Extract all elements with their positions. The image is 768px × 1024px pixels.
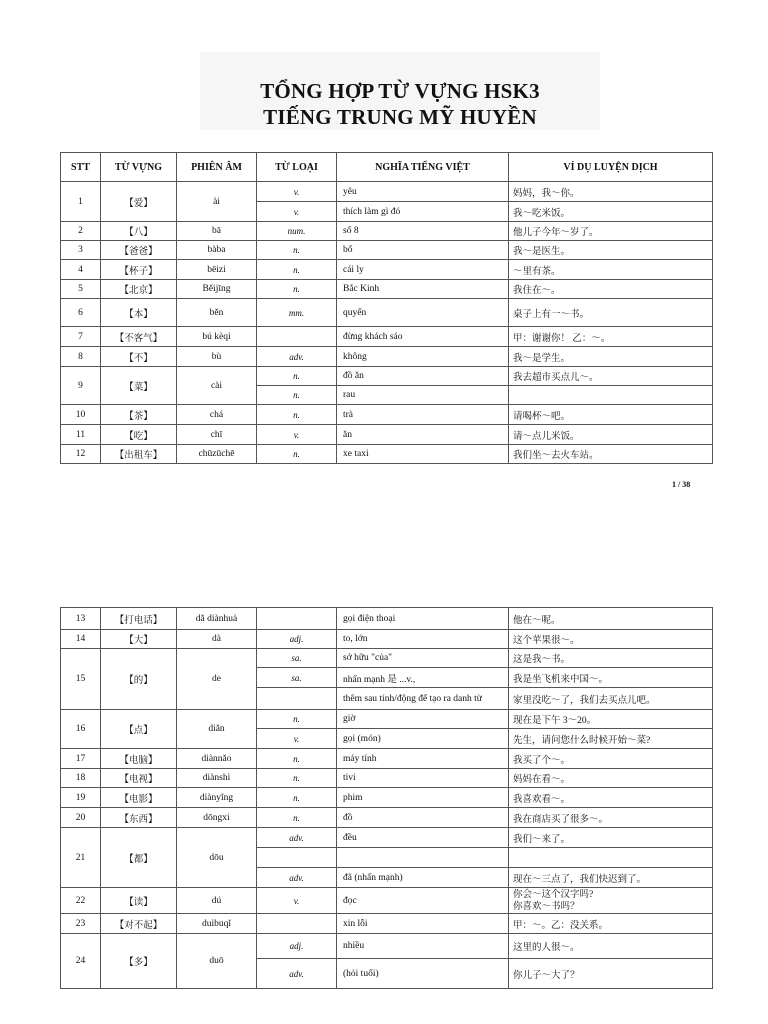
entry-meaning: to, lớn — [337, 630, 509, 649]
header-phien-am: PHIÊN ÂM — [177, 153, 257, 182]
entry-meaning: đồ ăn — [337, 367, 509, 386]
entry-part-of-speech: n. — [257, 710, 337, 729]
entry-example: 现在～三点了，我们快迟到了。 — [509, 868, 713, 888]
entry-word: 【东西】 — [101, 808, 177, 828]
entry-example: 我们～来了。 — [509, 828, 713, 848]
entry-example-line-1: 你会～这个汉字吗? — [513, 889, 594, 900]
entry-example-line-2: 你喜欢～书吗？ — [513, 901, 580, 912]
entry-pinyin: bēizi — [177, 260, 257, 280]
entry-part-of-speech: n. — [257, 241, 337, 260]
entry-number: 20 — [61, 808, 101, 828]
entry-pinyin: ài — [177, 182, 257, 222]
entry-example: 这个苹果很～。 — [509, 630, 713, 649]
entry-word: 【大】 — [101, 630, 177, 649]
entry-example: 甲：谢谢你！ 乙：～。 — [509, 327, 713, 347]
entry-part-of-speech: v. — [257, 202, 337, 222]
entry-part-of-speech: n. — [257, 445, 337, 464]
table-row — [61, 405, 713, 425]
vocab-table-2 — [60, 607, 713, 989]
entry-meaning: không — [337, 347, 509, 367]
entry-meaning: trà — [337, 405, 509, 425]
entry-number: 13 — [61, 608, 101, 630]
entry-example: 这里的人很～。 — [509, 934, 713, 959]
entry-pinyin: Běijīng — [177, 280, 257, 299]
entry-meaning: quyển — [337, 299, 509, 327]
entry-example: 我住在～。 — [509, 280, 713, 299]
entry-number: 4 — [61, 260, 101, 280]
entry-word: 【电脑】 — [101, 749, 177, 769]
entry-part-of-speech: n. — [257, 808, 337, 828]
entry-pinyin: dú — [177, 888, 257, 914]
entry-meaning: bố — [337, 241, 509, 260]
table-row — [61, 828, 713, 848]
table-row — [61, 347, 713, 367]
entry-word: 【多】 — [101, 934, 177, 989]
entry-example — [509, 386, 713, 405]
table-row — [61, 367, 713, 386]
entry-word: 【电视】 — [101, 769, 177, 788]
entry-part-of-speech — [257, 327, 337, 347]
entry-number: 18 — [61, 769, 101, 788]
entry-pinyin: diànnǎo — [177, 749, 257, 769]
entry-meaning: sở hữu "của" — [337, 649, 509, 668]
entry-pinyin: diànyǐng — [177, 788, 257, 808]
entry-pinyin: diǎn — [177, 710, 257, 749]
entry-meaning: nhấn mạnh 是 ...v., — [337, 668, 509, 688]
entry-meaning: đừng khách sáo — [337, 327, 509, 347]
entry-example: 他在～呢。 — [509, 608, 713, 630]
entry-pinyin: běn — [177, 299, 257, 327]
entry-word: 【北京】 — [101, 280, 177, 299]
header-stt: STT — [61, 153, 101, 182]
table-row — [61, 649, 713, 668]
document-subtitle: TIẾNG TRUNG MỸ HUYỀN — [263, 105, 537, 129]
entry-meaning: ăn — [337, 425, 509, 445]
entry-example: 我买了个～。 — [509, 749, 713, 769]
entry-pinyin: dōu — [177, 828, 257, 888]
entry-number: 7 — [61, 327, 101, 347]
entry-word: 【爸爸】 — [101, 241, 177, 260]
entry-meaning: thêm sau tính/động để tạo ra danh từ — [337, 688, 509, 710]
entry-part-of-speech: sa. — [257, 649, 337, 668]
entry-meaning: rau — [337, 386, 509, 405]
entry-example: 妈妈在看～。 — [509, 769, 713, 788]
entry-meaning: (hỏi tuổi) — [337, 959, 509, 989]
table-row — [61, 888, 713, 914]
entry-meaning: gọi điện thoại — [337, 608, 509, 630]
entry-word: 【都】 — [101, 828, 177, 888]
table-row — [61, 608, 713, 630]
entry-part-of-speech: n. — [257, 367, 337, 386]
entry-example: 请喝杯～吧。 — [509, 405, 713, 425]
table-row — [61, 260, 713, 280]
entry-part-of-speech: adj. — [257, 934, 337, 959]
entry-word: 【八】 — [101, 222, 177, 241]
entry-meaning: đồ — [337, 808, 509, 828]
entry-example: 我喜欢看～。 — [509, 788, 713, 808]
entry-example: 这是我～书。 — [509, 649, 713, 668]
table-row — [61, 710, 713, 729]
entry-example: 妈妈，我～你。 — [509, 182, 713, 202]
entry-meaning: phim — [337, 788, 509, 808]
entry-pinyin: bā — [177, 222, 257, 241]
table-row — [61, 222, 713, 241]
entry-word: 【打电话】 — [101, 608, 177, 630]
vocab-table-1-body — [61, 182, 713, 464]
entry-example: 甲：～。乙：没关系。 — [509, 914, 713, 934]
entry-meaning: đã (nhấn mạnh) — [337, 868, 509, 888]
entry-meaning — [337, 848, 509, 868]
entry-pinyin: duìbuqǐ — [177, 914, 257, 934]
entry-word: 【菜】 — [101, 367, 177, 405]
entry-pinyin: cài — [177, 367, 257, 405]
table-row — [61, 241, 713, 260]
entry-pinyin: dōngxi — [177, 808, 257, 828]
table-row — [61, 182, 713, 202]
entry-meaning: xin lỗi — [337, 914, 509, 934]
entry-number: 3 — [61, 241, 101, 260]
entry-part-of-speech: v. — [257, 888, 337, 914]
document-title: TỔNG HỢP TỪ VỰNG HSK3 — [260, 79, 540, 103]
page-number: 1 / 38 — [672, 480, 691, 489]
entry-part-of-speech: n. — [257, 260, 337, 280]
title-block — [200, 52, 600, 130]
table-row — [61, 425, 713, 445]
table-row — [61, 630, 713, 649]
entry-part-of-speech: v. — [257, 425, 337, 445]
entry-meaning: thích làm gì đó — [337, 202, 509, 222]
entry-word: 【杯子】 — [101, 260, 177, 280]
entry-number: 5 — [61, 280, 101, 299]
entry-part-of-speech: adj. — [257, 630, 337, 649]
entry-part-of-speech: adv. — [257, 959, 337, 989]
entry-example: 家里没吃～了，我们去买点儿吧。 — [509, 688, 713, 710]
entry-word: 【本】 — [101, 299, 177, 327]
entry-number: 1 — [61, 182, 101, 222]
entry-example: 桌子上有一～书。 — [509, 299, 713, 327]
entry-word: 【点】 — [101, 710, 177, 749]
entry-part-of-speech: v. — [257, 182, 337, 202]
entry-example: 我～是医生。 — [509, 241, 713, 260]
entry-meaning: số 8 — [337, 222, 509, 241]
entry-number: 19 — [61, 788, 101, 808]
entry-meaning: đọc — [337, 888, 509, 914]
entry-example: 我是坐飞机来中国～。 — [509, 668, 713, 688]
entry-example: 他儿子今年～岁了。 — [509, 222, 713, 241]
entry-word: 【的】 — [101, 649, 177, 710]
entry-word: 【不客气】 — [101, 327, 177, 347]
entry-number: 17 — [61, 749, 101, 769]
entry-number: 14 — [61, 630, 101, 649]
table-header-row — [61, 153, 713, 182]
entry-part-of-speech: n. — [257, 386, 337, 405]
entry-part-of-speech: n. — [257, 769, 337, 788]
table-row — [61, 769, 713, 788]
entry-part-of-speech: adv. — [257, 347, 337, 367]
entry-meaning: nhiều — [337, 934, 509, 959]
entry-number: 22 — [61, 888, 101, 914]
entry-word: 【茶】 — [101, 405, 177, 425]
header-tu-vung: TỪ VỰNG — [101, 153, 177, 182]
table-row — [61, 445, 713, 464]
entry-meaning: giờ — [337, 710, 509, 729]
entry-part-of-speech: num. — [257, 222, 337, 241]
entry-part-of-speech: adv. — [257, 828, 337, 848]
entry-word: 【出租车】 — [101, 445, 177, 464]
entry-pinyin: bú kèqi — [177, 327, 257, 347]
entry-meaning: máy tính — [337, 749, 509, 769]
entry-part-of-speech — [257, 914, 337, 934]
entry-word: 【爱】 — [101, 182, 177, 222]
entry-meaning: xe taxi — [337, 445, 509, 464]
table-row — [61, 914, 713, 934]
entry-part-of-speech: mm. — [257, 299, 337, 327]
entry-pinyin: chūzūchē — [177, 445, 257, 464]
entry-example: ～里有茶。 — [509, 260, 713, 280]
header-nghia: NGHĨA TIẾNG VIỆT — [337, 153, 509, 182]
entry-word: 【对不起】 — [101, 914, 177, 934]
entry-pinyin: duō — [177, 934, 257, 989]
entry-word: 【吃】 — [101, 425, 177, 445]
table-row — [61, 934, 713, 959]
entry-word: 【不】 — [101, 347, 177, 367]
entry-number: 21 — [61, 828, 101, 888]
entry-pinyin: dà — [177, 630, 257, 649]
entry-number: 15 — [61, 649, 101, 710]
entry-part-of-speech: n. — [257, 749, 337, 769]
entry-example: 我去超市买点儿～。 — [509, 367, 713, 386]
entry-part-of-speech — [257, 848, 337, 868]
table-row — [61, 808, 713, 828]
entry-number: 16 — [61, 710, 101, 749]
entry-number: 12 — [61, 445, 101, 464]
entry-part-of-speech: adv. — [257, 868, 337, 888]
entry-part-of-speech — [257, 688, 337, 710]
entry-part-of-speech: v. — [257, 729, 337, 749]
entry-number: 9 — [61, 367, 101, 405]
entry-part-of-speech: n. — [257, 788, 337, 808]
entry-number: 8 — [61, 347, 101, 367]
table-row — [61, 299, 713, 327]
entry-part-of-speech: n. — [257, 280, 337, 299]
table-row — [61, 327, 713, 347]
entry-pinyin: chī — [177, 425, 257, 445]
entry-pinyin: chá — [177, 405, 257, 425]
entry-part-of-speech — [257, 608, 337, 630]
entry-part-of-speech: sa. — [257, 668, 337, 688]
entry-pinyin: diànshì — [177, 769, 257, 788]
header-vi-du: VÍ DỤ LUYỆN DỊCH — [509, 153, 713, 182]
entry-pinyin: bù — [177, 347, 257, 367]
entry-example: 我们坐～去火车站。 — [509, 445, 713, 464]
entry-example: 你儿子～大了？ — [509, 959, 713, 989]
entry-example: 我～吃米饭。 — [509, 202, 713, 222]
entry-example — [509, 848, 713, 868]
vocab-table-2-body — [61, 608, 713, 989]
entry-number: 2 — [61, 222, 101, 241]
entry-pinyin: dǎ diànhuà — [177, 608, 257, 630]
entry-pinyin: bàba — [177, 241, 257, 260]
entry-meaning: đều — [337, 828, 509, 848]
entry-example: 先生，请问您什么时候开始～菜? — [509, 729, 713, 749]
header-tu-loai: TỪ LOẠI — [257, 153, 337, 182]
entry-number: 10 — [61, 405, 101, 425]
entry-number: 11 — [61, 425, 101, 445]
entry-word: 【读】 — [101, 888, 177, 914]
entry-example — [509, 888, 713, 914]
entry-number: 6 — [61, 299, 101, 327]
entry-number: 23 — [61, 914, 101, 934]
table-row — [61, 280, 713, 299]
entry-example: 我～是学生。 — [509, 347, 713, 367]
entry-example: 现在是下午 3～20。 — [509, 710, 713, 729]
entry-example: 我在商店买了很多～。 — [509, 808, 713, 828]
entry-meaning: tivi — [337, 769, 509, 788]
entry-meaning: cái ly — [337, 260, 509, 280]
entry-meaning: Bắc Kinh — [337, 280, 509, 299]
vocab-table-1 — [60, 152, 713, 464]
entry-meaning: gọi (món) — [337, 729, 509, 749]
table-row — [61, 749, 713, 769]
entry-example: 请～点儿米饭。 — [509, 425, 713, 445]
table-row — [61, 788, 713, 808]
entry-word: 【电影】 — [101, 788, 177, 808]
entry-pinyin: de — [177, 649, 257, 710]
entry-number: 24 — [61, 934, 101, 989]
entry-meaning: yêu — [337, 182, 509, 202]
entry-part-of-speech: n. — [257, 405, 337, 425]
